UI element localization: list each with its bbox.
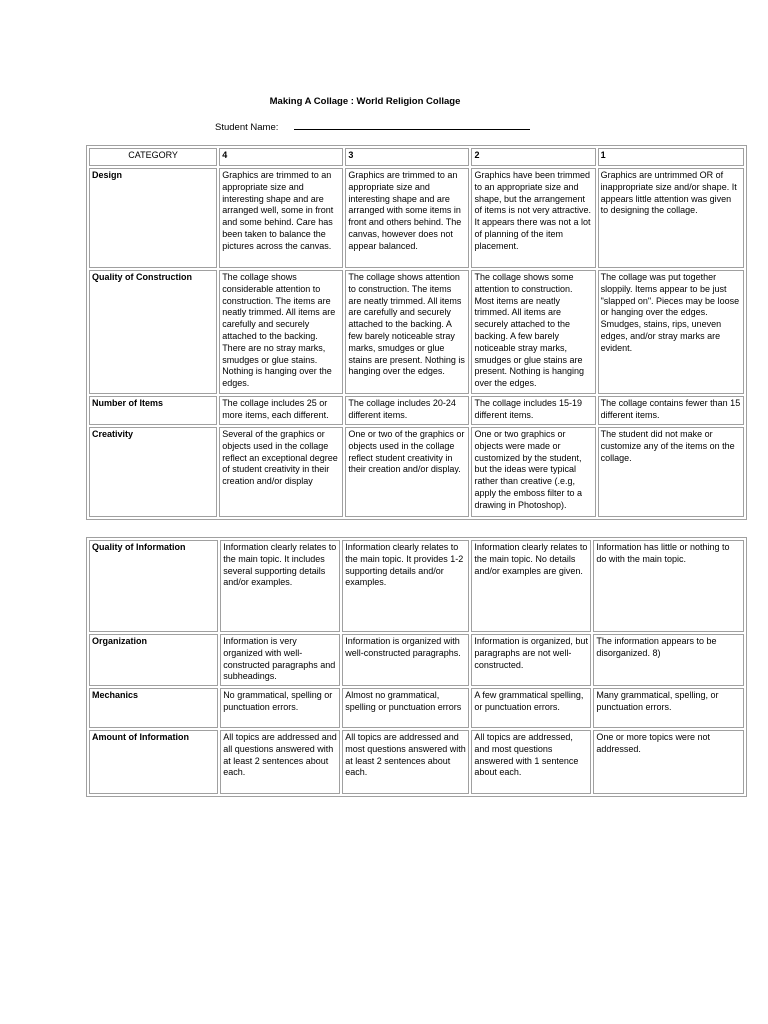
table-cell: One or two of the graphics or objects used in the collage reflect student creativity in their creation and/or display. xyxy=(345,427,469,517)
student-name-label: Student Name: xyxy=(215,122,279,133)
table-cell: The collage includes 25 or more items, each different. xyxy=(219,396,343,425)
student-name-line xyxy=(294,120,530,130)
category-cell: Quality of Information xyxy=(89,540,218,632)
table-row xyxy=(89,688,744,728)
table-cell: The collage includes 20-24 different items. xyxy=(345,396,469,425)
table-row xyxy=(89,730,744,794)
table-row xyxy=(89,396,744,425)
table-cell: The collage contains fewer than 15 different items. xyxy=(598,396,744,425)
header-row xyxy=(89,148,744,166)
category-cell: Mechanics xyxy=(89,688,218,728)
table-cell: Information clearly relates to the main topic. No details and/or examples are given. xyxy=(471,540,591,632)
category-cell: Organization xyxy=(89,634,218,686)
table-cell: The student did not make or customize any of the items on the collage. xyxy=(598,427,744,517)
table-cell: Information clearly relates to the main topic. It includes several supporting details and/or examples. xyxy=(220,540,340,632)
table-cell: Many grammatical, spelling, or punctuation errors. xyxy=(593,688,744,728)
table-row xyxy=(89,540,744,632)
table-cell: The collage shows considerable attention to construction. The items are neatly trimmed. All items are carefully and securely attached to the backing. There are no stray marks, smudges or glue stains. Nothing is hanging over the edges. xyxy=(219,270,343,394)
header-score-2: 2 xyxy=(471,148,595,166)
table-cell: A few grammatical spelling, or punctuation errors. xyxy=(471,688,591,728)
table-row xyxy=(89,270,744,394)
table-cell: Graphics are untrimmed OR of inappropriate size and/or shape. It appears little attention was given to designing the collage. xyxy=(598,168,744,268)
table-cell: The collage includes 15-19 different items. xyxy=(471,396,595,425)
category-cell: Creativity xyxy=(89,427,217,517)
table-cell: The information appears to be disorganized. 8) xyxy=(593,634,744,686)
table-cell: Information is organized, but paragraphs are not well-constructed. xyxy=(471,634,591,686)
header-category: CATEGORY xyxy=(89,148,217,166)
table-cell: Several of the graphics or objects used in the collage reflect an exceptional degree of student creativity in their creation and/or display xyxy=(219,427,343,517)
table-cell: Information has little or nothing to do with the main topic. xyxy=(593,540,744,632)
student-name-field xyxy=(215,120,530,133)
header-score-1: 1 xyxy=(598,148,744,166)
table-cell: All topics are addressed and most questions answered with at least 2 sentences about each. xyxy=(342,730,469,794)
category-cell: Amount of Information xyxy=(89,730,218,794)
table-cell: All topics are addressed and all questions answered with at least 2 sentences about each. xyxy=(220,730,340,794)
table-cell: Graphics have been trimmed to an appropriate size and shape, but the arrangement of items is not very attractive. It appears there was not a lot of planning of the item placement. xyxy=(471,168,595,268)
table-cell: One or more topics were not addressed. xyxy=(593,730,744,794)
table-cell: Information is very organized with well-constructed paragraphs and subheadings. xyxy=(220,634,340,686)
table-row xyxy=(89,634,744,686)
rubric-table-1 xyxy=(86,145,747,520)
table-cell: Almost no grammatical, spelling or punctuation errors xyxy=(342,688,469,728)
table-cell: The collage shows some attention to construction. Most items are neatly trimmed. All items are securely attached to the backing. A few barely noticeable stray marks, smudges or glue stains are present. Nothing is hanging over the edges. xyxy=(471,270,595,394)
table-cell: The collage was put together sloppily. Items appear to be just "slapped on". Pieces may be loose or hanging over the edges. Smudges, stains, rips, uneven edges, and/or stray marks are evident. xyxy=(598,270,744,394)
table-cell: All topics are addressed, and most questions answered with 1 sentence about each. xyxy=(471,730,591,794)
table-cell: Graphics are trimmed to an appropriate size and interesting shape and are arranged with some items in front and others behind. The canvas, however does not appear balanced. xyxy=(345,168,469,268)
category-cell: Number of Items xyxy=(89,396,217,425)
table-cell: Graphics are trimmed to an appropriate size and interesting shape and are arranged well, some in front and some behind. Care has been taken to balance the pictures across the canvas. xyxy=(219,168,343,268)
category-cell: Design xyxy=(89,168,217,268)
table-row xyxy=(89,168,744,268)
table-cell: Information clearly relates to the main topic. It provides 1-2 supporting details and/or examples. xyxy=(342,540,469,632)
header-score-3: 3 xyxy=(345,148,469,166)
table-cell: One or two graphics or objects were made or customized by the student, but the ideas were typical rather than creative (.e.g, apply the emboss filter to a drawing in Photoshop). xyxy=(471,427,595,517)
header-score-4: 4 xyxy=(219,148,343,166)
table-row xyxy=(89,427,744,517)
category-cell: Quality of Construction xyxy=(89,270,217,394)
table-cell: The collage shows attention to construction. The items are neatly trimmed. All items are carefully and securely attached to the backing. A few barely noticeable stray marks, smudges or glue stains are present. Nothing is hanging over the edges. xyxy=(345,270,469,394)
table-cell: No grammatical, spelling or punctuation errors. xyxy=(220,688,340,728)
page-title: Making A Collage : World Religion Collage xyxy=(269,96,461,107)
rubric-table-2 xyxy=(86,537,747,797)
table-cell: Information is organized with well-constructed paragraphs. xyxy=(342,634,469,686)
